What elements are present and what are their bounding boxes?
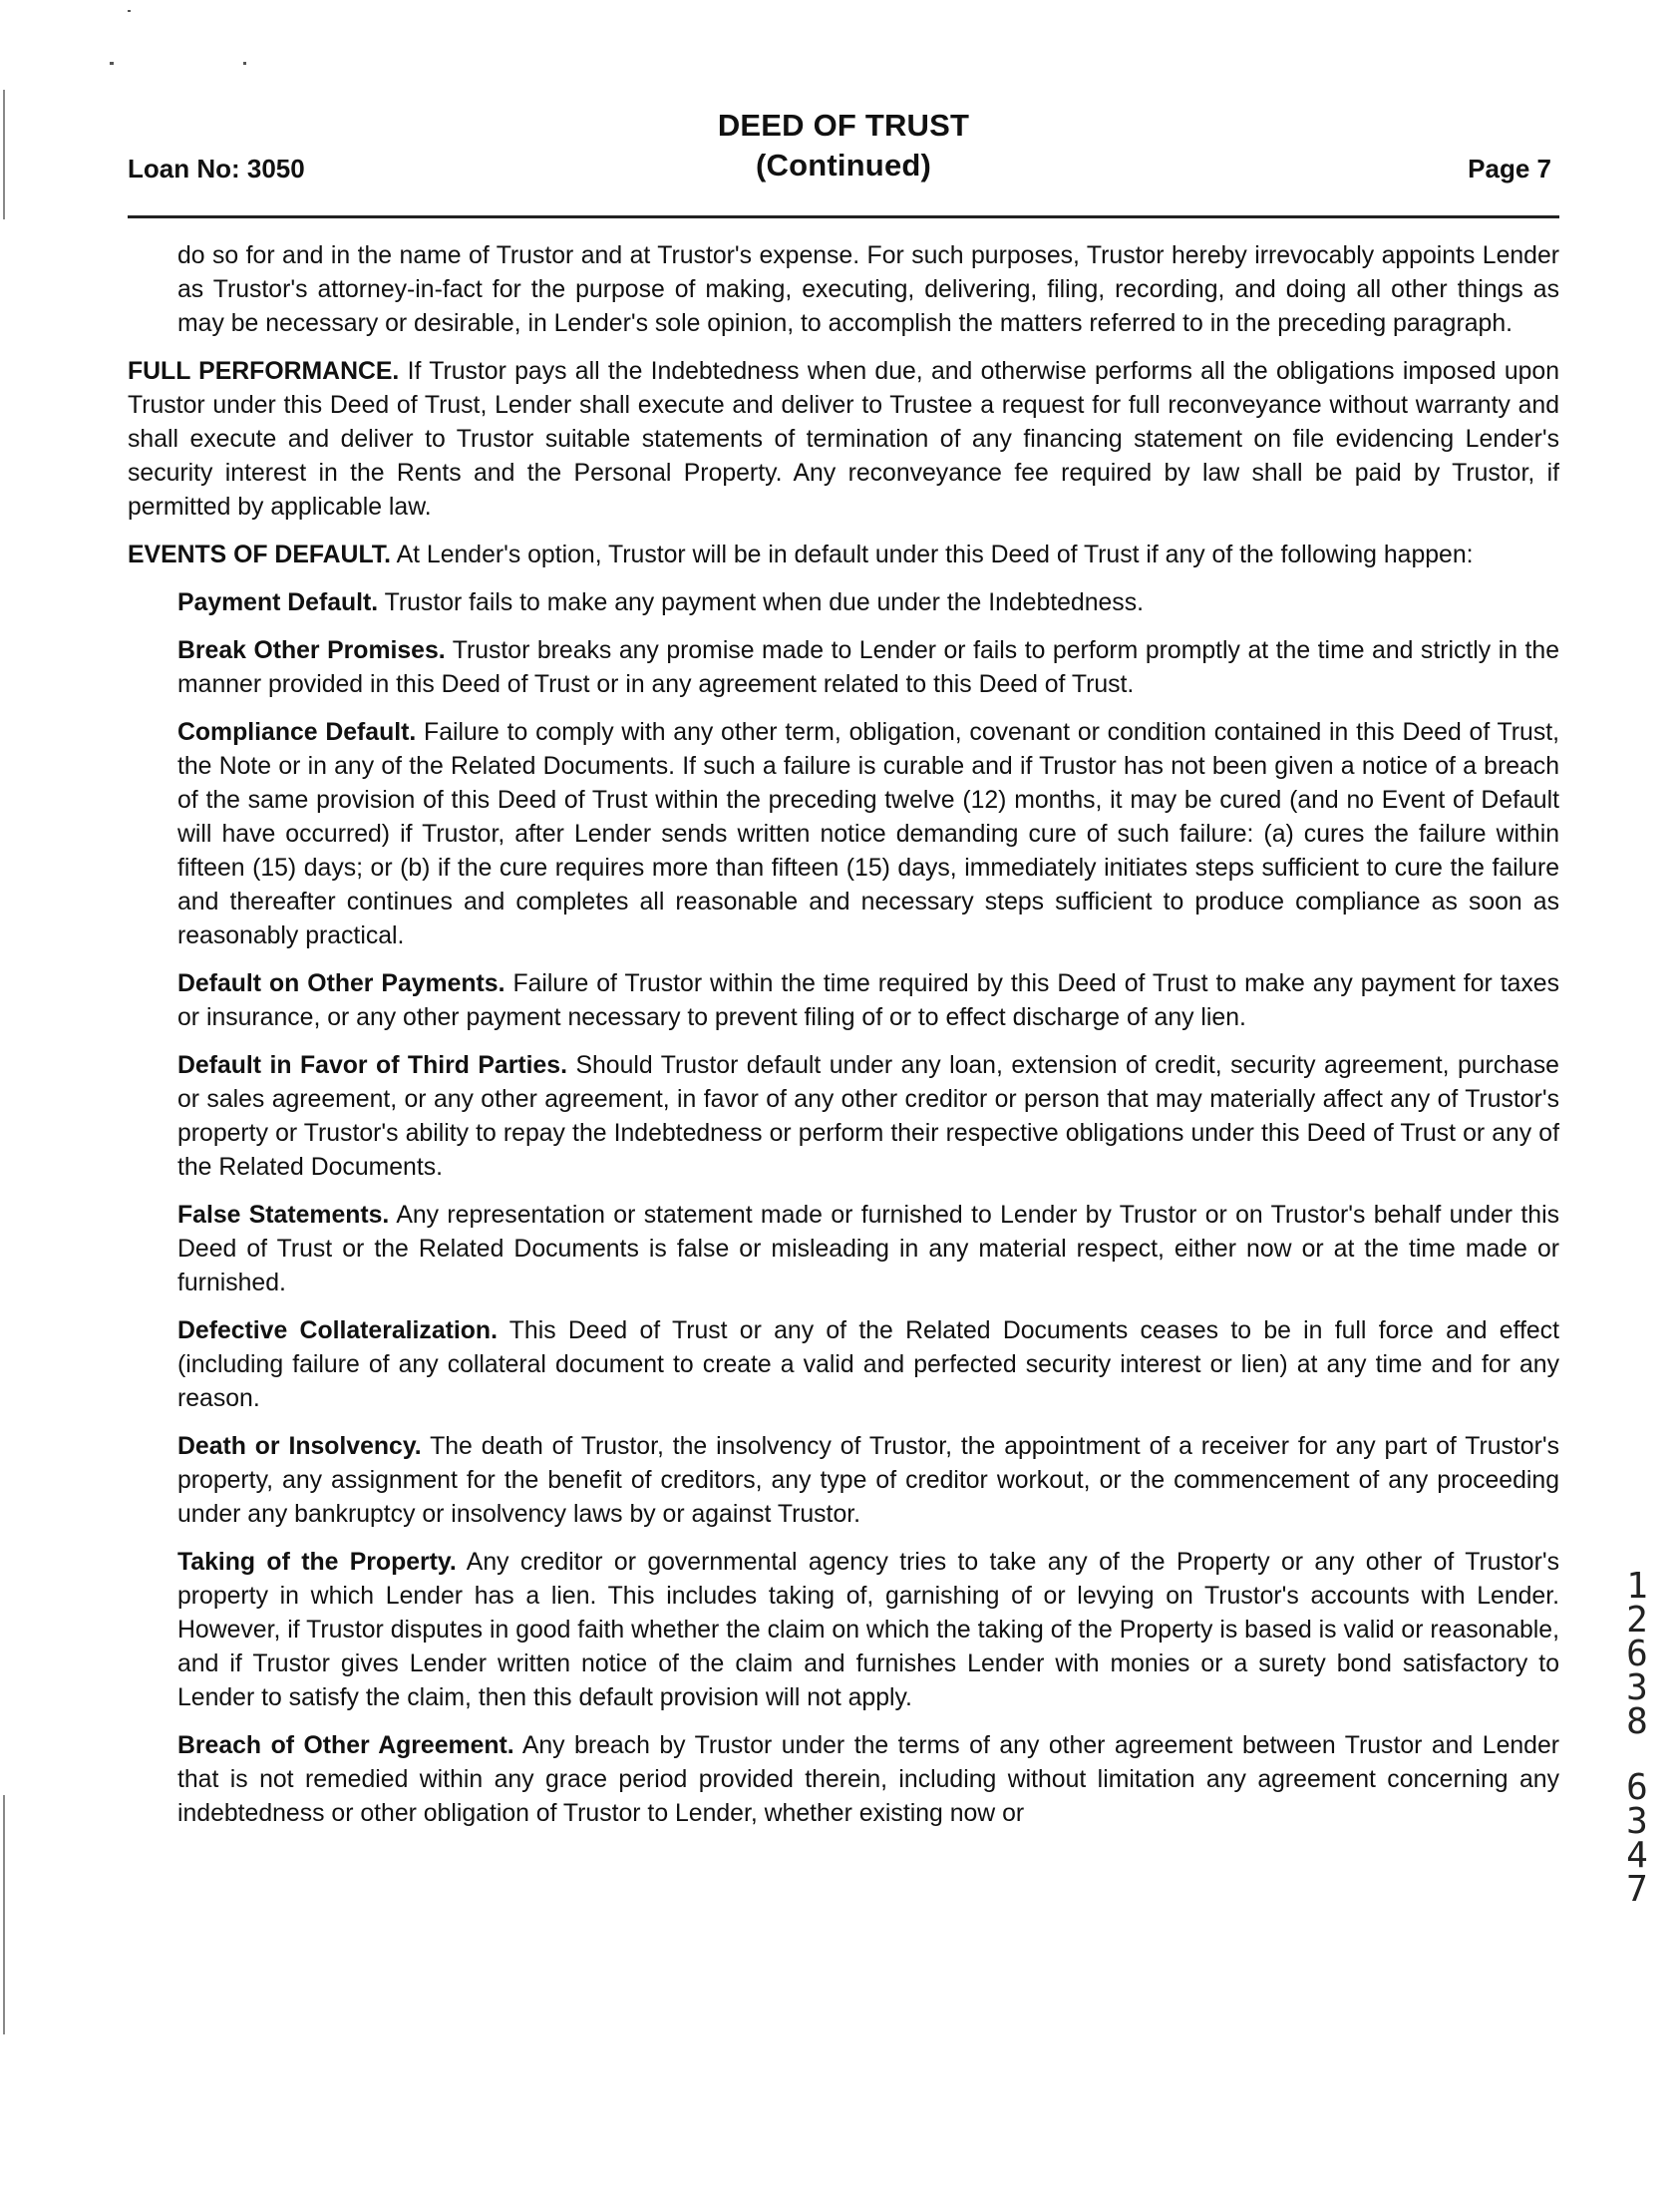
stamp-digit: 3 xyxy=(1626,1801,1648,1842)
document-title: DEED OF TRUST xyxy=(717,108,970,143)
section-heading: EVENTS OF DEFAULT. xyxy=(128,542,392,568)
default-text: Any creditor or governmental agency tries to take any of the Property or any other of Trustor's property in which Lender has a lien. This includes taking of, garnishing of or levying on Trustor's accounts with Lender. However, if Trustor disputes in good faith whether the claim on which the taking of the Property is based is valid or reasonable, and if Trustor gives Lender written notice of the claim and furnishes Lender with monies or a surety bond satisfactory to Lender to satisfy the claim, then this default provision will not apply. xyxy=(177,1549,1559,1711)
scan-speck xyxy=(243,62,246,65)
default-heading: Death or Insolvency. xyxy=(177,1433,422,1460)
section-text: At Lender's option, Trustor will be in default under this Deed of Trust if any of the following happen: xyxy=(396,542,1474,568)
default-text: Any breach by Trustor under the terms of any other agreement between Trustor and Lender that is not remedied within any grace period provided therein, including without limitation any agreement concerning any indebtedness or other obligation of Trustor to Lender, whether existing now or xyxy=(177,1732,1559,1827)
default-item-false-statements xyxy=(128,1199,1559,1300)
default-item-other-payments xyxy=(128,967,1559,1035)
stamp-digit: 3 xyxy=(1626,1667,1648,1708)
default-item-taking-property xyxy=(128,1546,1559,1715)
default-text: The death of Trustor, the insolvency of Trustor, the appointment of a receiver for any part of Trustor's property, any assignment for the benefit of creditors, any type of creditor workout, or the commencement of any proceeding under any bankruptcy or insolvency laws by or against Trustor. xyxy=(177,1433,1559,1528)
full-performance-section xyxy=(128,355,1559,525)
default-text: Failure to comply with any other term, obligation, covenant or condition contained in this Deed of Trust, the Note or in any of the Related Documents. If such a failure is curable and if Trustor has not been given a notice of a breach of the same provision of this Deed of Trust within the preceding twelve (12) months, it may be cured (and no Event of Default will have occurred) if Trustor, after Lender sends written notice demanding cure of such failure: (a) cures the failure within fifteen (15) days; or (b) if the cure requires more than fifteen (15) days, immediately initiates steps sufficient to cure the failure and thereafter continues and completes all reasonable and necessary steps sufficient to produce compliance as soon as reasonably practical. xyxy=(177,719,1559,949)
default-item-breach-agreement xyxy=(128,1729,1559,1831)
scan-speck xyxy=(128,10,131,12)
document-body xyxy=(128,239,1559,1845)
default-item-defective-collateralization xyxy=(128,1314,1559,1416)
default-text: Any representation or statement made or furnished to Lender by Trustor or on Trustor's behalf under this Deed of Trust or the Related Documents is false or misleading in any material respect, either now or at the time made or furnished. xyxy=(177,1202,1560,1296)
default-item-compliance xyxy=(128,716,1559,953)
events-of-default-section xyxy=(128,539,1559,572)
stamp-digit: 8 xyxy=(1626,1701,1648,1742)
default-text: Should Trustor default under any loan, extension of credit, security agreement, purchase or sales agreement, or any other agreement, in favor of any other creditor or person that may materially affect any of Trustor's property or Trustor's ability to repay the Indebtedness or perform their respective obligations under this Deed of Trust or any of the Related Documents. xyxy=(177,1052,1559,1181)
default-item-third-parties xyxy=(128,1049,1559,1185)
header-divider xyxy=(128,215,1559,218)
default-heading: Default in Favor of Third Parties. xyxy=(177,1052,567,1079)
scan-speck xyxy=(110,62,114,65)
default-heading: Compliance Default. xyxy=(177,719,417,746)
stamp-digit: 2 xyxy=(1626,1600,1648,1641)
stamp-digit: 6 xyxy=(1626,1767,1648,1808)
section-text: If Trustor pays all the Indebtedness when due, and otherwise performs all the obligations imposed upon Trustor under this Deed of Trust, Lender shall execute and deliver to Trustee a request for full reconveyance without warranty and shall execute and deliver to Trustor suitable statements of termination of any financing statement on file evidencing Lender's security interest in the Rents and the Personal Property. Any reconveyance fee required by law shall be paid by Trustor, if permitted by applicable law. xyxy=(128,358,1559,521)
default-heading: Default on Other Payments. xyxy=(177,970,505,997)
loan-number: Loan No: 3050 xyxy=(128,154,305,183)
default-heading: False Statements. xyxy=(177,1202,390,1229)
recording-number-stamp-top xyxy=(1622,1566,1652,1742)
continued-paragraph: do so for and in the name of Trustor and at Trustor's expense. For such purposes, Trustor hereby irrevocably appoints Lender as Trustor's attorney-in-fact for the purpose of making, executing, delivering, filing, recording, and doing all other things as may be necessary or desirable, in Lender's sole opinion, to accomplish the matters referred to in the preceding paragraph. xyxy=(177,242,1559,337)
default-text: Trustor breaks any promise made to Lender or fails to perform promptly at the time and strictly in the manner provided in this Deed of Trust or in any agreement related to this Deed of Trust. xyxy=(177,637,1559,698)
document-subtitle: (Continued) xyxy=(755,148,932,183)
page-header xyxy=(128,108,1559,217)
stamp-digit: 4 xyxy=(1626,1835,1648,1876)
default-text: Trustor fails to make any payment when due under the Indebtedness. xyxy=(384,589,1144,616)
section-heading: FULL PERFORMANCE. xyxy=(128,358,400,385)
default-heading: Breach of Other Agreement. xyxy=(177,1732,514,1759)
scan-edge-line xyxy=(3,90,5,219)
default-heading: Break Other Promises. xyxy=(177,637,446,664)
default-item-break-promises xyxy=(128,634,1559,702)
default-item-payment xyxy=(128,586,1559,620)
default-heading: Defective Collateralization. xyxy=(177,1317,498,1344)
stamp-digit: 6 xyxy=(1626,1634,1648,1674)
stamp-digit: 1 xyxy=(1626,1566,1648,1607)
stamp-digit: 7 xyxy=(1626,1869,1648,1910)
default-text: Failure of Trustor within the time required by this Deed of Trust to make any payment for taxes or insurance, or any other payment necessary to prevent filing of or to effect discharge of any lien. xyxy=(177,970,1559,1031)
default-heading: Payment Default. xyxy=(177,589,379,616)
page-number: Page 7 xyxy=(1468,154,1551,183)
default-text: This Deed of Trust or any of the Related Documents ceases to be in full force and effect (including failure of any collateral document to create a valid and perfected security interest or lien) at any time and for any reason. xyxy=(177,1317,1559,1412)
scan-edge-line xyxy=(3,1795,5,2034)
default-heading: Taking of the Property. xyxy=(177,1549,457,1576)
default-item-death-insolvency xyxy=(128,1430,1559,1532)
recording-number-stamp-bottom xyxy=(1622,1767,1652,1910)
